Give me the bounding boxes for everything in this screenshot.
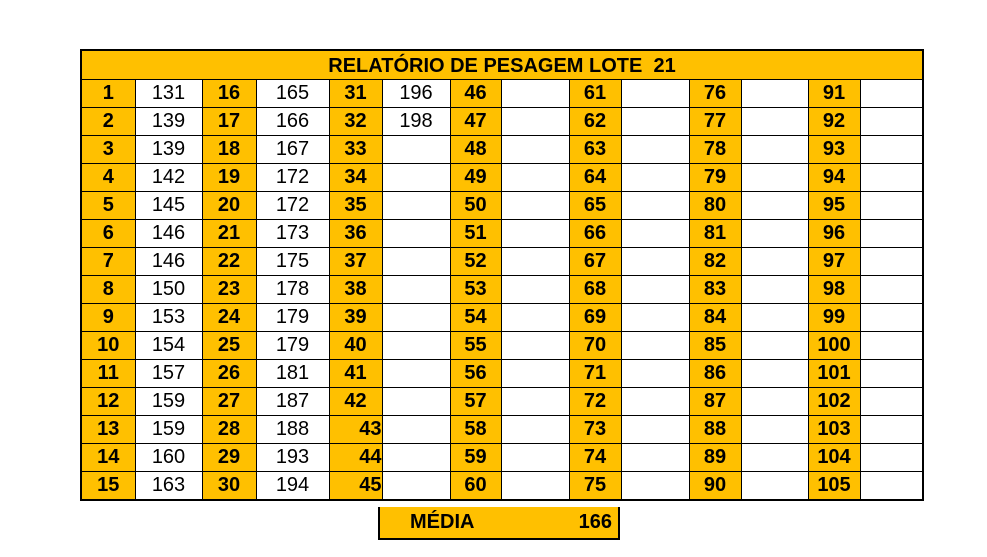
item-number-cell: 45	[329, 472, 382, 500]
weight-cell	[621, 136, 689, 164]
item-number-cell: 28	[202, 416, 256, 444]
weight-cell: 157	[135, 360, 202, 388]
item-number-cell: 64	[569, 164, 621, 192]
table-row	[82, 164, 922, 192]
weight-cell: 165	[256, 80, 329, 108]
item-number-cell: 101	[808, 360, 860, 388]
item-number-cell: 54	[450, 304, 501, 332]
weighing-report-table	[80, 49, 924, 501]
weight-cell: 163	[135, 472, 202, 500]
weight-cell	[501, 332, 569, 360]
item-number-cell: 46	[450, 80, 501, 108]
table-row	[82, 220, 922, 248]
item-number-cell: 70	[569, 332, 621, 360]
item-number-cell: 82	[689, 248, 741, 276]
item-number-cell: 90	[689, 472, 741, 500]
weight-cell	[860, 248, 922, 276]
item-number-cell: 65	[569, 192, 621, 220]
table-row	[82, 472, 922, 500]
weight-cell: 172	[256, 164, 329, 192]
table-row	[82, 332, 922, 360]
item-number-cell: 47	[450, 108, 501, 136]
weight-cell	[860, 276, 922, 304]
weight-cell: 188	[256, 416, 329, 444]
item-number-cell: 58	[450, 416, 501, 444]
item-number-cell: 12	[82, 388, 135, 416]
weight-cell	[501, 388, 569, 416]
weight-cell	[621, 248, 689, 276]
item-number-cell: 89	[689, 444, 741, 472]
weight-cell: 198	[382, 108, 450, 136]
item-number-cell: 38	[329, 276, 382, 304]
weight-cell: 146	[135, 248, 202, 276]
report-title: RELATÓRIO DE PESAGEM LOTE 21	[82, 51, 922, 80]
weight-cell	[382, 388, 450, 416]
item-number-cell: 98	[808, 276, 860, 304]
item-number-cell: 34	[329, 164, 382, 192]
weight-cell: 145	[135, 192, 202, 220]
average-label: MÉDIA	[410, 511, 475, 533]
item-number-cell: 92	[808, 108, 860, 136]
item-number-cell: 48	[450, 136, 501, 164]
weight-cell	[860, 416, 922, 444]
weight-cell	[382, 248, 450, 276]
weight-cell	[860, 108, 922, 136]
weight-cell	[741, 276, 808, 304]
item-number-cell: 103	[808, 416, 860, 444]
weight-cell	[621, 220, 689, 248]
weight-cell	[741, 136, 808, 164]
item-number-cell: 75	[569, 472, 621, 500]
item-number-cell: 18	[202, 136, 256, 164]
weight-cell: 173	[256, 220, 329, 248]
weight-cell: 175	[256, 248, 329, 276]
item-number-cell: 25	[202, 332, 256, 360]
weight-cell	[621, 276, 689, 304]
weight-cell	[501, 192, 569, 220]
item-number-cell: 3	[82, 136, 135, 164]
weight-cell	[860, 360, 922, 388]
item-number-cell: 6	[82, 220, 135, 248]
weight-cell	[860, 388, 922, 416]
item-number-cell: 80	[689, 192, 741, 220]
item-number-cell: 96	[808, 220, 860, 248]
item-number-cell: 10	[82, 332, 135, 360]
item-number-cell: 78	[689, 136, 741, 164]
item-number-cell: 19	[202, 164, 256, 192]
weight-cell: 178	[256, 276, 329, 304]
item-number-cell: 61	[569, 80, 621, 108]
average-box	[378, 507, 620, 540]
item-number-cell: 5	[82, 192, 135, 220]
item-number-cell: 77	[689, 108, 741, 136]
item-number-cell: 7	[82, 248, 135, 276]
item-number-cell: 62	[569, 108, 621, 136]
weight-cell	[741, 332, 808, 360]
weight-cell	[860, 472, 922, 500]
item-number-cell: 60	[450, 472, 501, 500]
weight-cell	[621, 360, 689, 388]
table-row	[82, 192, 922, 220]
weight-cell	[382, 276, 450, 304]
item-number-cell: 59	[450, 444, 501, 472]
item-number-cell: 15	[82, 472, 135, 500]
weight-cell	[501, 416, 569, 444]
weight-cell	[501, 276, 569, 304]
item-number-cell: 17	[202, 108, 256, 136]
item-number-cell: 9	[82, 304, 135, 332]
weight-cell: 153	[135, 304, 202, 332]
weight-cell: 146	[135, 220, 202, 248]
weight-cell	[382, 164, 450, 192]
weight-cell	[741, 416, 808, 444]
weight-cell	[621, 80, 689, 108]
weight-cell	[501, 108, 569, 136]
item-number-cell: 105	[808, 472, 860, 500]
item-number-cell: 8	[82, 276, 135, 304]
item-number-cell: 63	[569, 136, 621, 164]
table-row	[82, 416, 922, 444]
item-number-cell: 97	[808, 248, 860, 276]
item-number-cell: 35	[329, 192, 382, 220]
weight-cell	[382, 304, 450, 332]
item-number-cell: 23	[202, 276, 256, 304]
item-number-cell: 13	[82, 416, 135, 444]
item-number-cell: 20	[202, 192, 256, 220]
weight-cell: 187	[256, 388, 329, 416]
item-number-cell: 66	[569, 220, 621, 248]
weight-cell: 193	[256, 444, 329, 472]
weight-cell	[741, 304, 808, 332]
weight-cell: 131	[135, 80, 202, 108]
item-number-cell: 33	[329, 136, 382, 164]
weight-cell	[501, 472, 569, 500]
item-number-cell: 100	[808, 332, 860, 360]
weight-cell	[621, 416, 689, 444]
weight-cell	[501, 80, 569, 108]
weight-cell	[860, 80, 922, 108]
table-row	[82, 276, 922, 304]
weight-cell: 179	[256, 332, 329, 360]
item-number-cell: 52	[450, 248, 501, 276]
weight-cell	[621, 304, 689, 332]
item-number-cell: 41	[329, 360, 382, 388]
weight-cell	[860, 136, 922, 164]
item-number-cell: 56	[450, 360, 501, 388]
weight-cell	[860, 220, 922, 248]
table-row	[82, 388, 922, 416]
weight-cell	[741, 248, 808, 276]
weight-cell	[621, 108, 689, 136]
item-number-cell: 11	[82, 360, 135, 388]
item-number-cell: 76	[689, 80, 741, 108]
item-number-cell: 84	[689, 304, 741, 332]
weight-cell	[741, 360, 808, 388]
item-number-cell: 29	[202, 444, 256, 472]
weight-cell: 196	[382, 80, 450, 108]
item-number-cell: 67	[569, 248, 621, 276]
item-number-cell: 69	[569, 304, 621, 332]
weight-cell	[741, 388, 808, 416]
item-number-cell: 40	[329, 332, 382, 360]
item-number-cell: 91	[808, 80, 860, 108]
weight-cell	[501, 248, 569, 276]
item-number-cell: 88	[689, 416, 741, 444]
weight-cell	[621, 332, 689, 360]
item-number-cell: 83	[689, 276, 741, 304]
table-row	[82, 136, 922, 164]
weight-cell	[382, 192, 450, 220]
table-row	[82, 304, 922, 332]
item-number-cell: 55	[450, 332, 501, 360]
item-number-cell: 22	[202, 248, 256, 276]
weight-cell	[382, 136, 450, 164]
weight-cell	[621, 164, 689, 192]
item-number-cell: 71	[569, 360, 621, 388]
weight-cell	[382, 360, 450, 388]
weight-cell	[501, 304, 569, 332]
weight-cell: 167	[256, 136, 329, 164]
item-number-cell: 30	[202, 472, 256, 500]
weight-cell	[382, 416, 450, 444]
table-row	[82, 108, 922, 136]
weight-cell	[741, 444, 808, 472]
item-number-cell: 27	[202, 388, 256, 416]
item-number-cell: 53	[450, 276, 501, 304]
weight-cell	[501, 360, 569, 388]
weight-cell	[621, 192, 689, 220]
item-number-cell: 21	[202, 220, 256, 248]
item-number-cell: 32	[329, 108, 382, 136]
item-number-cell: 39	[329, 304, 382, 332]
table-row	[82, 248, 922, 276]
item-number-cell: 50	[450, 192, 501, 220]
item-number-cell: 73	[569, 416, 621, 444]
item-number-cell: 79	[689, 164, 741, 192]
weight-cell	[621, 388, 689, 416]
weight-cell: 159	[135, 416, 202, 444]
item-number-cell: 93	[808, 136, 860, 164]
item-number-cell: 24	[202, 304, 256, 332]
weight-cell: 150	[135, 276, 202, 304]
table-row	[82, 80, 922, 108]
item-number-cell: 102	[808, 388, 860, 416]
weight-cell	[741, 164, 808, 192]
weight-cell: 142	[135, 164, 202, 192]
item-number-cell: 4	[82, 164, 135, 192]
item-number-cell: 104	[808, 444, 860, 472]
weight-cell	[741, 472, 808, 500]
weight-cell	[501, 164, 569, 192]
average-value: 166	[578, 511, 612, 533]
weight-cell: 160	[135, 444, 202, 472]
weights-grid	[82, 80, 922, 499]
weight-cell: 154	[135, 332, 202, 360]
item-number-cell: 72	[569, 388, 621, 416]
weight-cell: 139	[135, 136, 202, 164]
weight-cell	[860, 164, 922, 192]
weight-cell	[860, 332, 922, 360]
item-number-cell: 49	[450, 164, 501, 192]
item-number-cell: 14	[82, 444, 135, 472]
item-number-cell: 94	[808, 164, 860, 192]
item-number-cell: 57	[450, 388, 501, 416]
weight-cell	[382, 332, 450, 360]
item-number-cell: 1	[82, 80, 135, 108]
table-row	[82, 360, 922, 388]
item-number-cell: 42	[329, 388, 382, 416]
item-number-cell: 87	[689, 388, 741, 416]
weight-cell	[741, 192, 808, 220]
item-number-cell: 68	[569, 276, 621, 304]
weight-cell: 179	[256, 304, 329, 332]
weight-cell	[860, 304, 922, 332]
weight-cell	[501, 444, 569, 472]
weight-cell	[741, 80, 808, 108]
table-row	[82, 444, 922, 472]
weight-cell	[501, 136, 569, 164]
weight-cell	[501, 220, 569, 248]
item-number-cell: 43	[329, 416, 382, 444]
weight-cell: 139	[135, 108, 202, 136]
item-number-cell: 36	[329, 220, 382, 248]
weight-cell: 172	[256, 192, 329, 220]
item-number-cell: 85	[689, 332, 741, 360]
item-number-cell: 86	[689, 360, 741, 388]
item-number-cell: 31	[329, 80, 382, 108]
weight-cell: 166	[256, 108, 329, 136]
item-number-cell: 37	[329, 248, 382, 276]
item-number-cell: 99	[808, 304, 860, 332]
weight-cell	[621, 444, 689, 472]
weight-cell: 194	[256, 472, 329, 500]
weight-cell	[860, 444, 922, 472]
item-number-cell: 16	[202, 80, 256, 108]
item-number-cell: 51	[450, 220, 501, 248]
item-number-cell: 44	[329, 444, 382, 472]
weight-cell	[741, 108, 808, 136]
item-number-cell: 26	[202, 360, 256, 388]
weight-cell	[382, 220, 450, 248]
weight-cell	[621, 472, 689, 500]
weight-cell	[860, 192, 922, 220]
item-number-cell: 2	[82, 108, 135, 136]
weight-cell: 159	[135, 388, 202, 416]
item-number-cell: 81	[689, 220, 741, 248]
item-number-cell: 74	[569, 444, 621, 472]
weight-cell: 181	[256, 360, 329, 388]
weight-cell	[741, 220, 808, 248]
weight-cell	[382, 472, 450, 500]
item-number-cell: 95	[808, 192, 860, 220]
weight-cell	[382, 444, 450, 472]
